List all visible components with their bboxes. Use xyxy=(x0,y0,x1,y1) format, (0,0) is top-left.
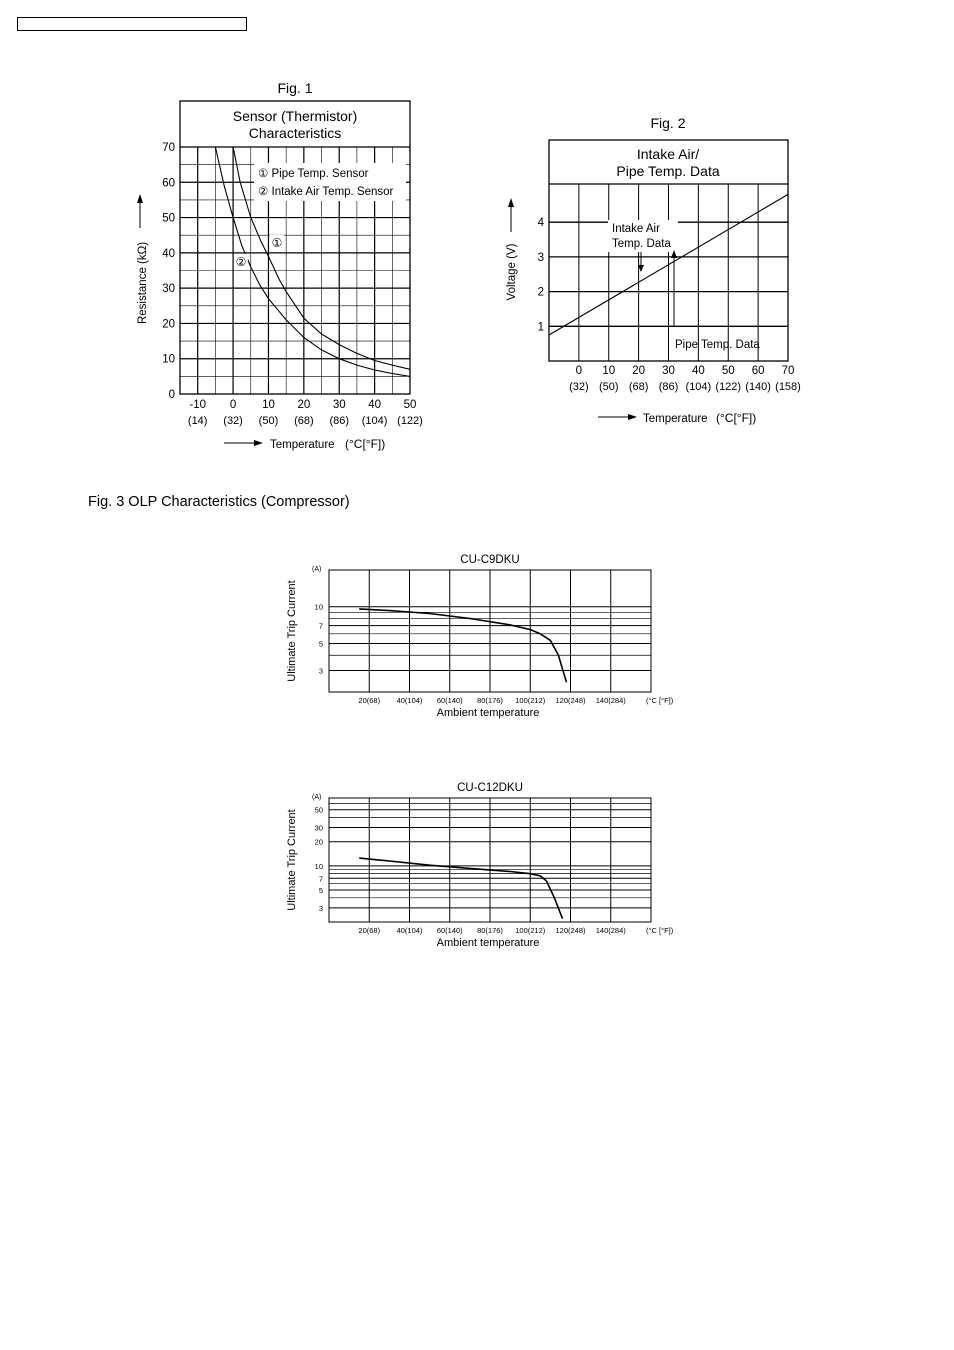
fig1-xtick-label: 20 xyxy=(297,399,311,411)
fig1-ylabel: Resistance (kΩ) xyxy=(137,241,149,325)
fig3a-xtick-label: 100(212) xyxy=(515,696,546,705)
fig3b-xlabel: Ambient temperature xyxy=(436,937,540,949)
fig1-xtick-label: 40 xyxy=(368,399,382,411)
fig1-xtick-label: 0 xyxy=(229,399,237,411)
fig2-xtick-label: 10 xyxy=(602,365,616,377)
fig2-ytick-label: 1 xyxy=(537,321,544,334)
fig1-xtick-label-f: (86) xyxy=(329,415,350,427)
fig3a-xtick-label: 120(248) xyxy=(555,696,586,705)
fig1-legend-item: ① Pipe Temp. Sensor xyxy=(258,168,369,180)
fig3a-series-line xyxy=(359,609,566,682)
fig3b-ytick-label: 50 xyxy=(314,805,323,815)
fig2-xlabel: Temperature xyxy=(643,413,708,425)
fig2-xtick-label: 20 xyxy=(632,365,646,377)
fig3a-xtick-label: 80(176) xyxy=(477,696,503,705)
fig3b-title: CU-C12DKU xyxy=(457,782,523,794)
fig3a-title: CU-C9DKU xyxy=(460,554,520,566)
fig1-ytick-label: 10 xyxy=(162,353,175,366)
fig2-xtick-label-f: (122) xyxy=(715,381,742,393)
fig3b-xtick-label: 60(140) xyxy=(436,926,463,935)
fig3a-xlabel: Ambient temperature xyxy=(436,707,540,719)
fig3a-yunit: (A) xyxy=(312,566,322,573)
fig3b-ytick-label: 7 xyxy=(318,874,323,884)
fig2-title-line1: Intake Air/ xyxy=(636,146,700,162)
fig3a-xunit: (°C [°F]) xyxy=(646,696,674,705)
fig1-xunit: (°C[°F]) xyxy=(345,437,386,451)
fig3a-ylabel: Ultimate Trip Current xyxy=(286,580,298,682)
fig3b-xtick-label: 40(104) xyxy=(396,926,423,935)
fig2-xtick-label: 60 xyxy=(751,365,765,377)
fig3b-yunit: (A) xyxy=(312,794,322,801)
fig1-frame xyxy=(180,101,410,394)
fig2-ytick-label: 4 xyxy=(537,217,544,230)
fig2-xtick-label-f: (86) xyxy=(658,381,679,393)
fig2-xtick-label: 40 xyxy=(691,365,705,377)
fig3a-xtick-label: 60(140) xyxy=(436,696,463,705)
fig3a-ytick-label: 3 xyxy=(318,666,323,676)
fig1-ytick-label: 70 xyxy=(162,142,175,154)
fig3b-xtick-label: 20(68) xyxy=(358,926,381,935)
fig2-xtick-label-f: (140) xyxy=(745,381,771,393)
fig3b-series-line xyxy=(359,858,562,919)
fig2-xtick-label-f: (158) xyxy=(775,381,801,393)
fig1-title-line2: Characteristics xyxy=(248,125,342,141)
fig1-xarrow-head xyxy=(254,440,263,446)
fig1-xtick-label: 30 xyxy=(332,399,346,411)
fig2-annotation-pipe: Pipe Temp. Data xyxy=(675,339,760,351)
fig2-ylabel: Voltage (V) xyxy=(506,243,518,301)
fig1-fig-label: Fig. 1 xyxy=(277,80,313,96)
fig2-yarrow-head xyxy=(508,198,514,207)
fig2-annotation-intake-2: Temp. Data xyxy=(612,238,671,250)
fig3a-ytick-label: 10 xyxy=(314,602,323,612)
fig3a-ytick-label: 5 xyxy=(318,639,323,649)
fig1-xtick-label-f: (14) xyxy=(187,415,208,427)
fig1-xtick-label-f: (122) xyxy=(397,415,423,427)
fig1-xtick-label-f: (32) xyxy=(223,415,243,427)
fig2-xunit: (°C[°F]) xyxy=(716,411,757,425)
fig1-xtick-label: 10 xyxy=(262,399,275,411)
fig2-ytick-label: 2 xyxy=(537,286,544,299)
fig2-xarrow-head xyxy=(628,414,637,420)
fig3b-ytick-label: 5 xyxy=(318,886,323,896)
fig3b-ytick-label: 10 xyxy=(314,861,323,871)
fig1-yarrow-head xyxy=(137,194,143,203)
fig3b-ytick-label: 20 xyxy=(314,837,323,847)
fig2-xtick-label-f: (32) xyxy=(569,381,589,393)
fig1-title-line1: Sensor (Thermistor) xyxy=(232,108,358,124)
fig2-xtick-label: 50 xyxy=(721,365,735,377)
fig2-xtick-label-f: (104) xyxy=(685,381,712,393)
fig3b-ytick-label: 30 xyxy=(314,823,323,833)
fig1-ytick-label: 20 xyxy=(162,318,175,331)
fig2-xtick-label: 30 xyxy=(662,365,675,377)
fig3b-xtick-label: 80(176) xyxy=(477,926,503,935)
fig2-annotation-intake-1: Intake Air xyxy=(612,223,660,235)
fig2-ytick-label: 3 xyxy=(537,251,544,264)
fig1-legend-item: ② Intake Air Temp. Sensor xyxy=(258,186,394,198)
fig1-curve-marker-1: ① xyxy=(271,236,283,250)
fig2-xtick-label-f: (50) xyxy=(598,381,619,393)
fig2-xtick-label: 0 xyxy=(575,365,583,377)
fig3b-xtick-label: 140(284) xyxy=(595,926,626,935)
fig1-xtick-label-f: (68) xyxy=(294,415,314,427)
fig1-xtick-label: -10 xyxy=(189,399,207,411)
fig1-ytick-label: 0 xyxy=(168,389,175,401)
fig1-curve-marker-2: ② xyxy=(235,255,247,269)
fig1-ytick-label: 40 xyxy=(162,247,175,260)
fig1-xtick-label-f: (50) xyxy=(258,415,279,427)
fig2-fig-label: Fig. 2 xyxy=(650,115,686,131)
fig3a-xtick-label: 40(104) xyxy=(396,696,423,705)
fig3a-xtick-label: 20(68) xyxy=(358,696,381,705)
fig1-xlabel: Temperature xyxy=(270,439,335,451)
fig1-xtick-label-f: (104) xyxy=(361,415,388,427)
fig1-ytick-label: 50 xyxy=(162,212,175,225)
fig2-title-line2: Pipe Temp. Data xyxy=(616,163,720,179)
fig3b-ylabel: Ultimate Trip Current xyxy=(286,809,298,911)
fig3a-xtick-label: 140(284) xyxy=(595,696,626,705)
fig3b-xtick-label: 120(248) xyxy=(555,926,586,935)
section-title: Fig. 3 OLP Characteristics (Compressor) xyxy=(88,494,350,510)
fig3b-xtick-label: 100(212) xyxy=(515,926,546,935)
fig3b-xunit: (°C [°F]) xyxy=(646,926,674,935)
fig1-ytick-label: 60 xyxy=(162,177,175,190)
fig2-xtick-label: 70 xyxy=(781,365,795,377)
fig1-ytick-label: 30 xyxy=(162,283,175,296)
fig3a-ytick-label: 7 xyxy=(318,621,323,631)
fig1-xtick-label: 50 xyxy=(403,399,417,411)
fig3b-ytick-label: 3 xyxy=(318,903,323,913)
fig2-xtick-label-f: (68) xyxy=(628,381,649,393)
